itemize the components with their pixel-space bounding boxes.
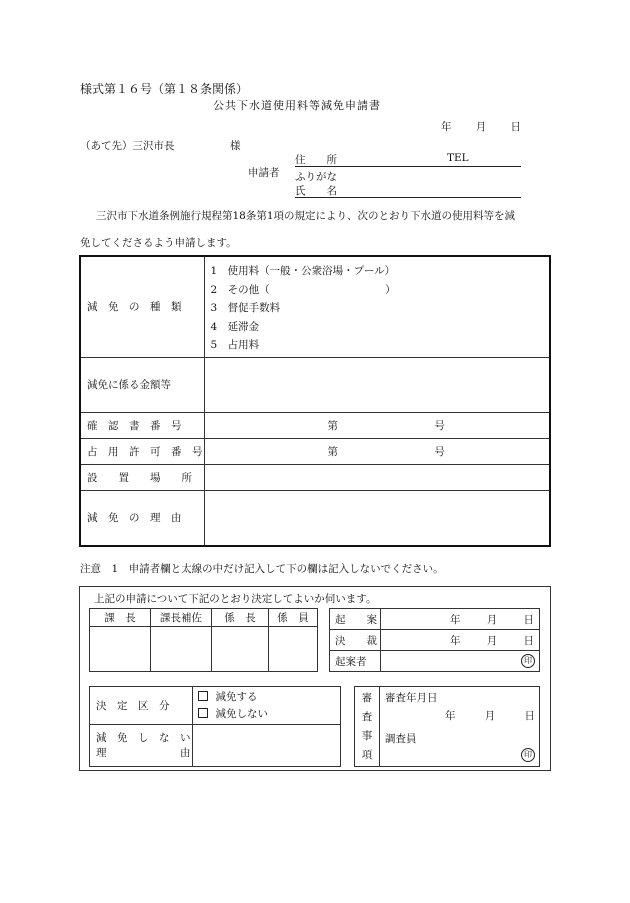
kessai-year: 年 [450, 634, 461, 647]
approver-kacho: 課 長 [90, 609, 151, 627]
furigana-label: ふりがな [295, 171, 337, 183]
row-reason [80, 490, 550, 546]
audit-date-label: 審査年月日 [385, 692, 438, 704]
body-text-line2: 免してくださるよう申請します。 [80, 237, 237, 249]
audit-char-3: 事 [361, 729, 373, 742]
auditor-seal [385, 748, 535, 762]
amount-label: 減免に係る金額等 [80, 357, 204, 412]
confirm-dai: 第 [327, 419, 338, 432]
date-year: 年 [441, 121, 452, 133]
not-reason-label-2: 理 由 [96, 746, 191, 759]
audit-year: 年 [445, 710, 456, 722]
kian-month: 月 [486, 613, 498, 626]
permit-dai: 第 [327, 445, 338, 458]
seal-icon: 印 [521, 654, 535, 668]
kian-year: 年 [450, 613, 461, 626]
confirm-label: 確 認 書 番 号 [80, 412, 204, 438]
kian-table [329, 608, 540, 672]
approver-kakariin: 係 員 [269, 609, 318, 627]
audit-char-2: 査 [361, 710, 373, 723]
row-permit [80, 438, 550, 464]
date-month: 月 [475, 121, 487, 133]
checkbox-icon[interactable] [198, 708, 208, 718]
kian-date[interactable] [381, 609, 540, 630]
seal-icon: 印 [521, 748, 535, 762]
type-option-4[interactable]: 4 延滞金 [210, 320, 260, 333]
not-reason-label-1: 減 免 し な い [96, 731, 191, 744]
audit-content[interactable] [380, 687, 540, 767]
auditor-label: 調査員 [385, 733, 417, 745]
kian-day: 日 [523, 613, 534, 626]
office-use-box [79, 586, 551, 771]
form-number: 様式第１６号（第１８条関係） [80, 82, 249, 96]
permit-label: 占 用 許 可 番 号 [80, 438, 204, 464]
address-field[interactable] [295, 152, 521, 167]
kian-label: 起 案 [330, 609, 381, 630]
kiansha-field[interactable] [381, 651, 540, 672]
kessai-label: 決 裁 [330, 630, 381, 651]
audit-table [354, 686, 540, 767]
kiansha-label: 起案者 [330, 651, 381, 672]
addressee-prefix: （あて先）三沢市長 [80, 140, 175, 152]
name-field[interactable] [295, 183, 521, 198]
type-option-2[interactable]: 2 その他（ ） [210, 283, 396, 296]
row-place [80, 464, 550, 490]
type-label: 減 免 の 種 類 [80, 256, 204, 357]
kessai-date[interactable] [381, 630, 540, 651]
reason-label: 減 免 の 理 由 [80, 490, 204, 546]
address-label: 住 所 [295, 154, 337, 166]
reason-input[interactable] [204, 490, 550, 546]
not-reason-input[interactable] [192, 725, 341, 767]
option-approve[interactable] [198, 689, 340, 706]
audit-label [355, 687, 380, 767]
not-reason-label [90, 725, 193, 767]
stamp-hosa[interactable] [151, 627, 212, 672]
stamp-kakaricho[interactable] [212, 627, 269, 672]
date-day: 日 [510, 121, 521, 133]
row-type [80, 256, 550, 357]
kessai-day: 日 [523, 634, 534, 647]
type-option-1[interactable]: 1 使用料（一般・公衆浴場・プール） [210, 265, 396, 277]
body-text-line1: 三沢市下水道条例施行規程第18条第1項の規定により、次のとおり下水道の使用料等を減 [96, 210, 516, 222]
approver-kakaricho: 係 長 [212, 609, 269, 627]
row-confirm [80, 412, 550, 438]
option-approve-label: 減免する [215, 690, 258, 703]
stamp-kacho[interactable] [90, 627, 151, 672]
decision-label: 決 定 区 分 [90, 687, 193, 725]
permit-input[interactable] [204, 438, 550, 464]
approver-table [89, 608, 318, 672]
place-label: 設 置 場 所 [80, 464, 204, 490]
amount-input[interactable] [204, 357, 550, 412]
permit-go: 号 [434, 445, 445, 458]
note: 注意 1 申請者欄と太線の中だけ記入して下の欄は記入しないでください。 [80, 563, 444, 575]
decision-table [89, 686, 341, 767]
tel-label: TEL [447, 152, 469, 164]
audit-char-1: 審 [361, 691, 373, 704]
name-label: 氏 名 [295, 185, 337, 197]
office-header: 上記の申請について下記のとおり決定してよいか伺います。 [94, 593, 377, 605]
audit-char-4: 項 [361, 748, 373, 761]
confirm-go: 号 [434, 419, 445, 432]
option-deny-label: 減免しない [215, 707, 268, 720]
main-table [79, 255, 551, 547]
addressee-suffix: 様 [230, 140, 241, 152]
audit-date [385, 708, 535, 723]
place-input[interactable] [204, 464, 550, 490]
page-title: 公共下水道使用料等減免申請書 [213, 99, 381, 112]
option-deny[interactable] [198, 706, 340, 723]
approver-hosa: 課長補佐 [151, 609, 212, 627]
confirm-input[interactable] [204, 412, 550, 438]
audit-day: 日 [524, 710, 535, 722]
stamp-kakariin[interactable] [269, 627, 318, 672]
type-option-3[interactable]: 3 督促手数料 [210, 302, 281, 314]
type-option-5[interactable]: 5 占用料 [210, 339, 260, 351]
applicant-label: 申請者 [248, 167, 280, 179]
date-line [441, 119, 521, 134]
audit-month: 月 [484, 710, 496, 722]
kessai-month: 月 [486, 634, 498, 647]
decision-options [192, 687, 341, 725]
type-options[interactable] [204, 256, 550, 357]
row-amount [80, 357, 550, 412]
checkbox-icon[interactable] [198, 691, 208, 701]
